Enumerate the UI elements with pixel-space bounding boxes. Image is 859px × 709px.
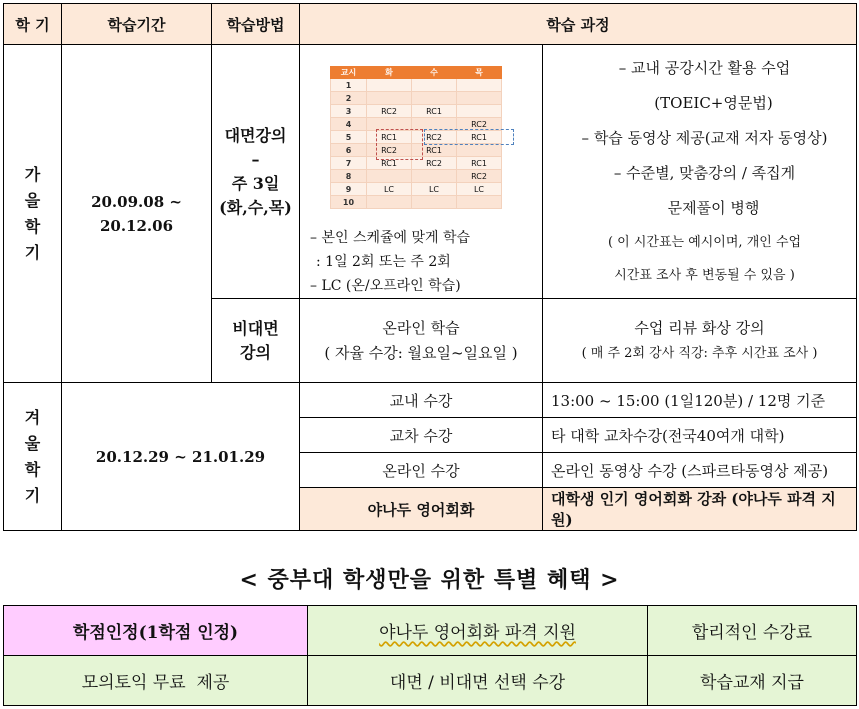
schedule-cell: 9 [331,183,367,196]
fall-ftf-row [4,45,857,299]
benefit-cell: 대면 / 비대면 선택 수강 [308,656,648,706]
ftf-method-label: 대면강의 – 주 3일 (화,수,목) [212,45,300,299]
header-method: 학습방법 [212,4,300,45]
schedule-cell: RC1 [367,157,412,170]
online-review-desc: ( 매 주 2회 강사 직강: 추후 시간표 조사 ) [581,345,818,361]
winter-desc: 13:00 ~ 15:00 (1일120분) / 12명 기준 [543,383,857,418]
schedule-cell [457,92,502,105]
course-item: – 수준별, 맞춤강의 / 족집게 [613,164,796,182]
benefits-table [3,605,857,706]
schedule-cell: RC1 [412,144,457,157]
course-item: – 교내 공강시간 활용 수업 [618,59,791,77]
course-item: 문제풀이 병행 [667,199,760,217]
course-item: ( 이 시간표는 예시이며, 개인 수업 [607,235,802,250]
winter-desc: 타 대학 교차수강(전국40여개 대학) [543,418,857,453]
benefits-row [4,656,857,706]
schedule-cell [367,196,412,209]
header-period: 학습기간 [62,4,212,45]
schedule-cell [412,92,457,105]
schedule-header: 목 [457,67,502,79]
schedule-cell: RC2 [367,144,412,157]
schedule-cell: RC2 [457,170,502,183]
schedule-cell: 5 [331,131,367,144]
schedule-cell [412,79,457,92]
schedule-highlight-red [376,129,423,160]
ftf-note: – LC (온/오프라인 학습) [310,278,461,294]
winter-label: 야나두 영어회화 [300,488,543,531]
schedule-cell: 1 [331,79,367,92]
fall-semester-label: 가 을 학 기 [4,45,62,383]
schedule-cell [367,92,412,105]
schedule-cell [457,79,502,92]
winter-label: 온라인 수강 [300,453,543,488]
schedule-cell: 3 [331,105,367,118]
schedule-cell [367,79,412,92]
benefit-cell: 학습교재 지급 [648,656,857,706]
schedule-cell: RC2 [457,118,502,131]
winter-label: 교차 수강 [300,418,543,453]
benefit-cell: 학점인정(1학점 인정) [4,606,308,656]
schedule-cell [457,105,502,118]
winter-desc: 대학생 인기 영어회화 강좌 (야나두 파격 지원) [543,488,857,531]
benefit-cell [308,606,648,656]
schedule-cell: 6 [331,144,367,157]
ftf-schedule-cell [300,45,543,299]
schedule-header: 화 [367,67,412,79]
schedule-cell: 7 [331,157,367,170]
online-self-study [300,299,543,383]
schedule-cell: RC1 [457,131,502,144]
winter-row [4,383,857,418]
schedule-cell: 8 [331,170,367,183]
header-course: 학습 과정 [300,4,857,45]
schedule-cell [412,170,457,183]
ftf-notes [310,226,470,298]
schedule-cell: RC2 [367,105,412,118]
fall-period: 20.09.08 ~ 20.12.06 [62,45,212,383]
schedule-cell [412,196,457,209]
online-review-title: 수업 리뷰 화상 강의 [634,318,765,337]
ftf-note: : 1일 2회 또는 주 2회 [316,254,451,270]
table-header-row [4,4,857,45]
online-self-desc: ( 자율 수강: 월요일~일요일 ) [324,343,518,362]
schedule-cell [457,196,502,209]
course-item: (TOEIC+영문법) [654,94,773,112]
schedule-cell: LC [412,183,457,196]
schedule-cell: RC1 [367,131,412,144]
online-self-title: 온라인 학습 [382,318,460,337]
schedule-cell: LC [457,183,502,196]
winter-period: 20.12.29 ~ 21.01.29 [62,383,300,531]
schedule-cell: 2 [331,92,367,105]
ftf-note: – 본인 스케쥴에 맞게 학습 [310,230,471,246]
schedule-header: 수 [412,67,457,79]
benefit-cell: 합리적인 수강료 [648,606,857,656]
schedule-cell: RC1 [457,157,502,170]
benefits-title: < 중부대 학생만을 위한 특별 혜택 > [239,567,620,593]
schedule-cell: 10 [331,196,367,209]
schedule-highlight-blue [424,129,514,145]
schedule-cell [367,170,412,183]
course-item: – 학습 동영상 제공(교재 저자 동영상) [581,129,828,147]
schedule-header: 교시 [331,67,367,79]
benefit-cell: 모의토익 무료 제공 [4,656,308,706]
online-method-label: 비대면 강의 [212,299,300,383]
fall-course-list [543,45,857,299]
winter-label: 교내 수강 [300,383,543,418]
schedule-cell: 4 [331,118,367,131]
benefits-row [4,606,857,656]
online-review [543,299,857,383]
schedule-cell: LC [367,183,412,196]
course-table [3,3,857,531]
winter-semester-label: 겨 울 학 기 [4,383,62,531]
winter-desc: 온라인 동영상 수강 (스파르타동영상 제공) [543,453,857,488]
schedule-cell: RC1 [412,105,457,118]
schedule-cell [457,144,502,157]
schedule-cell: RC2 [412,131,457,144]
benefit-text: 야나두 영어회화 파격 지원 [379,623,576,643]
course-item: 시간표 조사 후 변동될 수 있음 ) [614,268,795,283]
schedule-cell: RC2 [412,157,457,170]
header-semester: 학 기 [4,4,62,45]
